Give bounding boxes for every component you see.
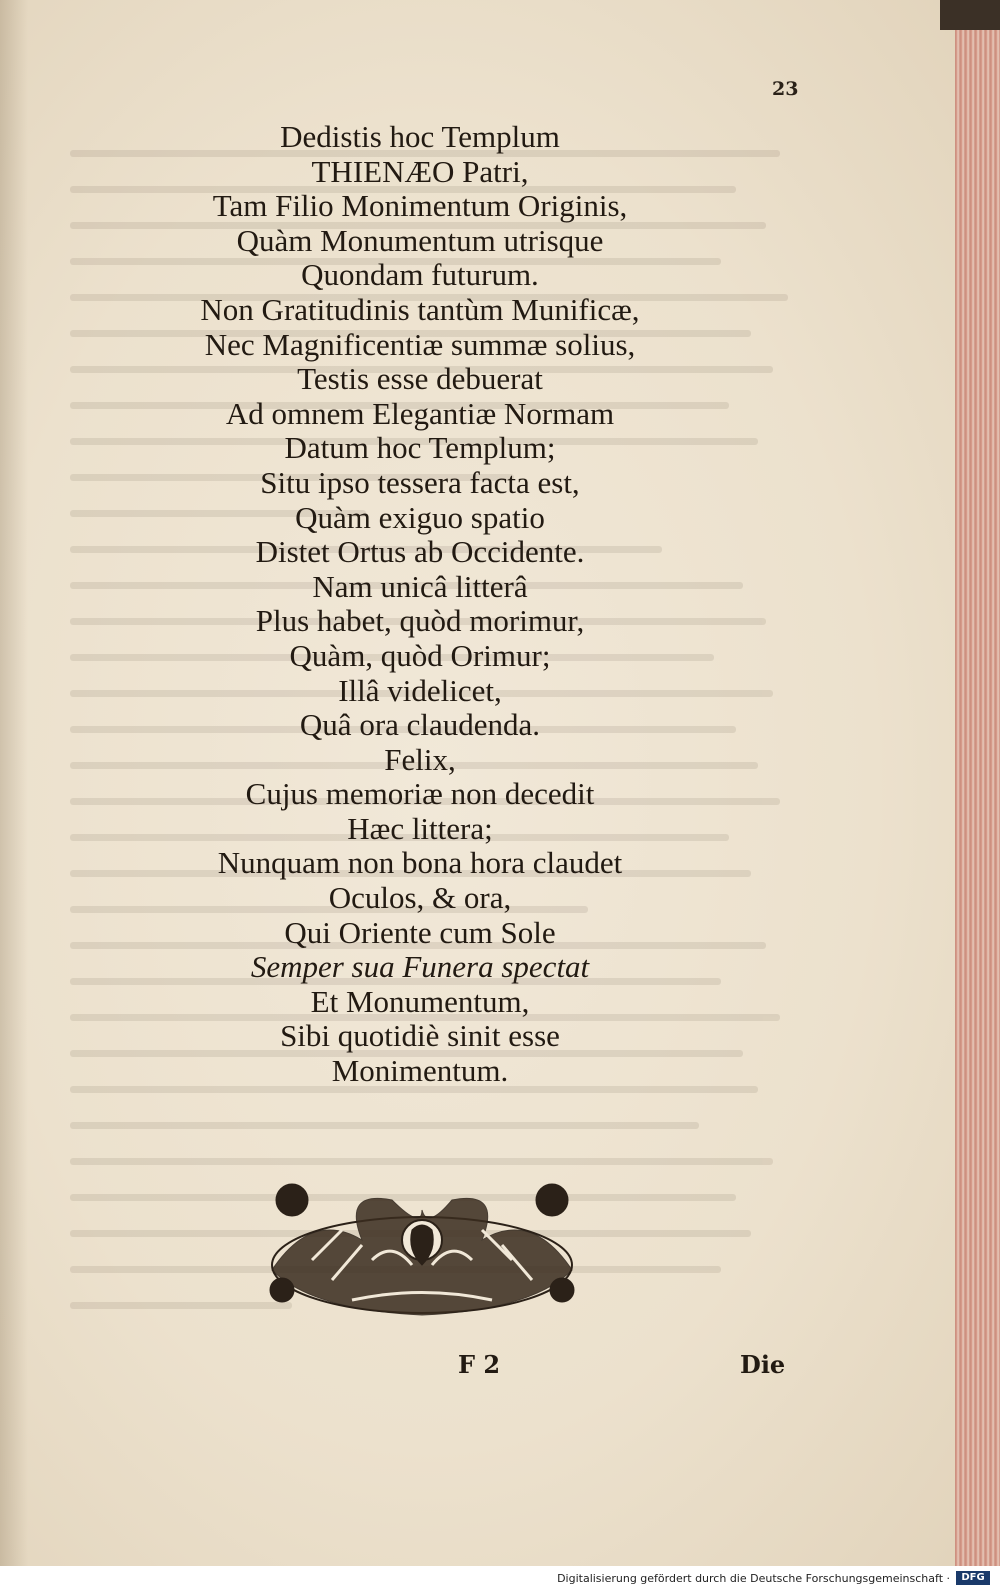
text-line: Quàm exiguo spatio	[295, 499, 545, 535]
floral-ornament-woodcut	[252, 1170, 592, 1320]
text-line: Hæc littera;	[347, 810, 493, 846]
page-number: 23	[772, 78, 799, 100]
text-line: Plus habet, quòd morimur,	[255, 603, 585, 639]
text-line: Dedistis hoc Templum	[280, 119, 560, 154]
gutter-shadow	[0, 0, 28, 1566]
text-line: Situ ipso tessera facta est,	[260, 464, 580, 500]
text-line: Qui Oriente cum Sole	[284, 914, 556, 950]
text-line: Semper sua Funera spectat	[250, 949, 590, 985]
text-line: Cujus memoriæ non decedit	[245, 776, 595, 812]
text-line: Ad omnem Elegantiæ Normam	[225, 395, 615, 431]
footer-bar	[0, 1566, 1000, 1591]
latin-inscription-text	[140, 120, 700, 1089]
text-line: Datum hoc Templum;	[284, 430, 556, 466]
text-line: Testis esse debuerat	[297, 361, 543, 397]
text-line: Et Monumentum,	[310, 983, 530, 1019]
page-edges-shadow	[940, 0, 1000, 30]
digitization-credit: Digitalisierung gefördert durch die Deutsche Forschungsgemeinschaft ·	[557, 1572, 950, 1585]
text-line: Felix,	[384, 741, 456, 777]
text-line: Monimentum.	[331, 1053, 509, 1089]
text-line: Nunquam non bona hora claudet	[217, 845, 623, 881]
text-line: Sibi quotidiè sinit esse	[280, 1018, 560, 1054]
text-line: Quàm, quòd Orimur;	[289, 637, 551, 673]
text-line: Non Gratitudinis tantùm Munificæ,	[200, 291, 640, 327]
text-line: THIENÆO Patri,	[311, 153, 529, 189]
signature-mark: F 2	[458, 1350, 501, 1379]
text-line: Quâ ora claudenda.	[299, 707, 541, 743]
text-line: Quondam futurum.	[301, 257, 539, 293]
text-line: Nam unicâ litterâ	[312, 568, 528, 604]
text-line: Nec Magnificentiæ summæ solius,	[204, 326, 636, 362]
text-line: Tam Filio Monimentum Originis,	[212, 188, 628, 224]
text-line: Quàm Monumentum utrisque	[236, 222, 604, 258]
dfg-logo: DFG	[956, 1571, 990, 1585]
text-line: Oculos, & ora,	[328, 880, 512, 916]
text-line: Distet Ortus ab Occidente.	[255, 534, 585, 570]
page-edges	[955, 0, 1000, 1566]
catchword: Die	[740, 1350, 786, 1379]
text-line: Illâ videlicet,	[338, 672, 502, 708]
